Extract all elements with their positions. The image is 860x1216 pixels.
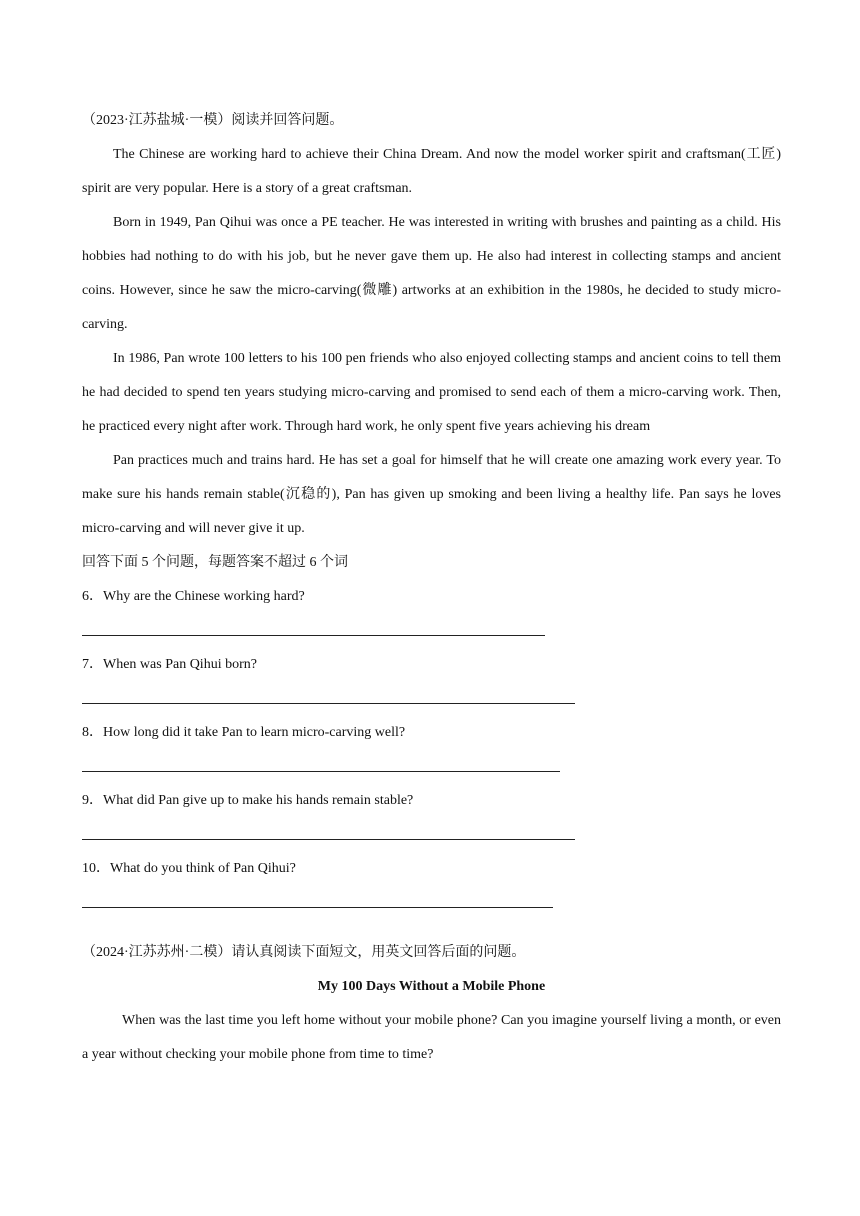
- passage2-title: My 100 Days Without a Mobile Phone: [317, 979, 546, 994]
- document-content: [82, 104, 781, 1072]
- answer-line-9[interactable]: [82, 818, 781, 852]
- passage2-source: （2024·江苏苏州·二模）请认真阅读下面短文，用英文回答后面的问题。: [82, 945, 526, 960]
- question-7: 7．When was Pan Qihui born?: [82, 657, 257, 672]
- passage1-paragraph-3: In 1986, Pan wrote 100 letters to his 100 pen friends who also enjoyed collecting stamps and ancient coins to tell them he had decided to spend ten years studying micro-carving and promised to send each of them a micro-carving work. Then, he practiced every night after work. Through hard work, he only spent five years achieving his dream: [82, 351, 781, 434]
- passage1-paragraph-1: The Chinese are working hard to achieve their China Dream. And now the model worker spirit and craftsman(工匠) spirit are very popular. Here is a story of a great craftsman.: [82, 147, 781, 196]
- passage1-paragraph-4: Pan practices much and trains hard. He has set a goal for himself that he will create one amazing work every year. To make sure his hands remain stable(沉稳的), Pan has given up smoking and been living a healthy life. Pan says he loves micro-carving and will never give it up.: [82, 453, 781, 536]
- passage2-paragraph-1: When was the last time you left home without your mobile phone? Can you imagine yourself living a month, or even a year without checking your mobile phone from time to time?: [82, 1013, 781, 1062]
- question-9: 9．What did Pan give up to make his hands remain stable?: [82, 793, 414, 808]
- answer-line-6[interactable]: [82, 614, 781, 648]
- passage1-source: （2023·江苏盐城·一模）阅读并回答问题。: [82, 113, 344, 128]
- question-10: 10．What do you think of Pan Qihui?: [82, 861, 296, 876]
- question-6: 6．Why are the Chinese working hard?: [82, 589, 305, 604]
- passage1-instruction: 回答下面 5 个问题，每题答案不超过 6 个词: [82, 555, 348, 570]
- answer-line-7[interactable]: [82, 682, 781, 716]
- question-8: 8．How long did it take Pan to learn micro-carving well?: [82, 725, 406, 740]
- answer-line-8[interactable]: [82, 750, 781, 784]
- passage1-paragraph-2: Born in 1949, Pan Qihui was once a PE teacher. He was interested in writing with brushes and painting as a child. His hobbies had nothing to do with his job, but he never gave them up. He also had interest in collecting stamps and ancient coins. However, since he saw the micro-carving(微雕) artworks at an exhibition in the 1980s, he decided to study micro-carving.: [82, 215, 781, 332]
- answer-line-10[interactable]: [82, 886, 781, 920]
